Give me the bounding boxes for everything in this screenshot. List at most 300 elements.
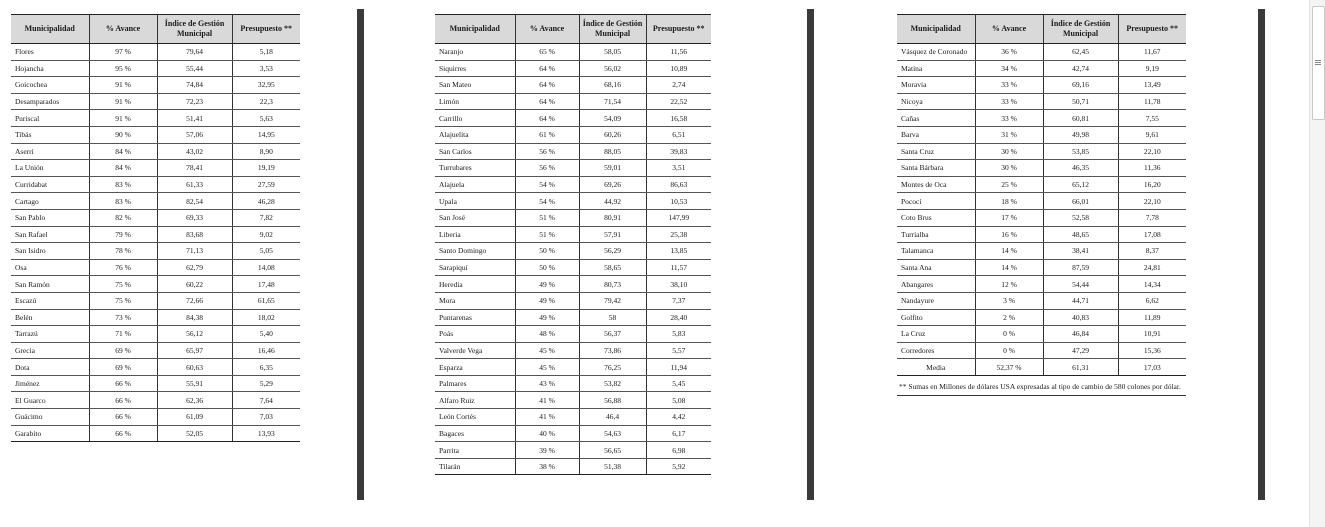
vertical-scrollbar[interactable]	[1309, 0, 1325, 527]
cell-municipalidad: Matina	[897, 60, 975, 77]
cell-indice: 79,42	[579, 292, 646, 309]
cell-municipalidad: San Rafael	[11, 226, 89, 243]
cell-municipalidad: Aserrí	[11, 143, 89, 160]
cell-avance: 76 %	[89, 259, 157, 276]
cell-presupuesto: 6,51	[646, 126, 711, 143]
cell-municipalidad: Cartago	[11, 193, 89, 210]
cell-indice: 60,63	[157, 359, 232, 376]
cell-presupuesto: 10,91	[1118, 326, 1186, 343]
cell-avance: 64 %	[515, 77, 579, 94]
cell-indice: 59,01	[579, 160, 646, 177]
table-row	[11, 392, 300, 409]
cell-indice: 54,63	[579, 425, 646, 442]
cell-indice: 56,12	[157, 326, 232, 343]
cell-presupuesto: 16,46	[232, 342, 300, 359]
table-row	[897, 160, 1186, 177]
cell-indice: 53,85	[1043, 143, 1118, 160]
cell-presupuesto: 46,28	[232, 193, 300, 210]
table-row	[11, 342, 300, 359]
table-body-1	[11, 44, 300, 442]
table-row	[11, 326, 300, 343]
cell-indice: 83,68	[157, 226, 232, 243]
cell-indice: 79,64	[157, 44, 232, 61]
cell-presupuesto: 24,81	[1118, 259, 1186, 276]
cell-avance: 25 %	[975, 176, 1043, 193]
cell-avance: 34 %	[975, 60, 1043, 77]
cell-avance: 0 %	[975, 326, 1043, 343]
table-row	[11, 359, 300, 376]
cell-avance: 91 %	[89, 77, 157, 94]
table-row	[435, 276, 711, 293]
cell-avance: 40 %	[515, 425, 579, 442]
cell-avance: 69 %	[89, 359, 157, 376]
cell-presupuesto: 7,64	[232, 392, 300, 409]
cell-indice: 88,05	[579, 143, 646, 160]
municipal-table-2	[435, 14, 711, 475]
table-row	[11, 276, 300, 293]
cell-avance: 91 %	[89, 93, 157, 110]
table-row	[11, 44, 300, 61]
cell-municipalidad: Santa Bárbara	[897, 160, 975, 177]
cell-avance: 75 %	[89, 276, 157, 293]
cell-presupuesto: 11,36	[1118, 160, 1186, 177]
cell-municipalidad: Jiménez	[11, 375, 89, 392]
cell-indice: 84,38	[157, 309, 232, 326]
table-row	[11, 110, 300, 127]
cell-municipalidad: San José	[435, 209, 515, 226]
cell-presupuesto: 18,02	[232, 309, 300, 326]
cell-avance: 49 %	[515, 292, 579, 309]
cell-municipalidad: Golfito	[897, 309, 975, 326]
cell-avance: 14 %	[975, 259, 1043, 276]
cell-indice: 46,4	[579, 409, 646, 426]
cell-avance: 33 %	[975, 110, 1043, 127]
table-row	[435, 342, 711, 359]
cell-avance: 14 %	[975, 243, 1043, 260]
cell-municipalidad: Abangares	[897, 276, 975, 293]
cell-indice: 51,38	[579, 458, 646, 475]
cell-municipalidad: Naranjo	[435, 44, 515, 61]
table-row	[897, 176, 1186, 193]
header-municipalidad: Municipalidad	[435, 15, 515, 44]
cell-presupuesto: 6,62	[1118, 292, 1186, 309]
cell-avance: 56 %	[515, 160, 579, 177]
cell-avance: 50 %	[515, 243, 579, 260]
table-row	[897, 93, 1186, 110]
cell-avance: 36 %	[975, 44, 1043, 61]
table-row	[11, 93, 300, 110]
cell-presupuesto: 11,78	[1118, 93, 1186, 110]
cell-municipalidad: Alajuela	[435, 176, 515, 193]
cell-presupuesto: 22,52	[646, 93, 711, 110]
header-presupuesto: Presupuesto **	[646, 15, 711, 44]
cell-indice: 62,36	[157, 392, 232, 409]
cell-municipalidad: Curridabat	[11, 176, 89, 193]
table-row	[435, 93, 711, 110]
cell-presupuesto: 7,82	[232, 209, 300, 226]
table-row	[897, 77, 1186, 94]
table-row	[11, 77, 300, 94]
cell-indice: 52,05	[157, 425, 232, 442]
table-row	[435, 226, 711, 243]
table-row	[435, 143, 711, 160]
table-row	[11, 193, 300, 210]
table-row	[11, 292, 300, 309]
municipal-table-3	[897, 14, 1186, 376]
table-row	[11, 209, 300, 226]
cell-indice: 62,79	[157, 259, 232, 276]
cell-indice: 40,83	[1043, 309, 1118, 326]
cell-indice: 60,22	[157, 276, 232, 293]
cell-municipalidad: Vásquez de Coronado	[897, 44, 975, 61]
cell-municipalidad: Cañas	[897, 110, 975, 127]
cell-municipalidad: Tarrazú	[11, 326, 89, 343]
cell-avance: 48 %	[515, 326, 579, 343]
cell-indice: 76,25	[579, 359, 646, 376]
table-row	[435, 375, 711, 392]
header-indice: Índice de Gestión Municipal	[1043, 15, 1118, 44]
table-panel-1	[11, 14, 300, 442]
cell-presupuesto: 32,95	[232, 77, 300, 94]
cell-avance: 17 %	[975, 209, 1043, 226]
cell-municipalidad: El Guarco	[11, 392, 89, 409]
header-avance: % Avance	[515, 15, 579, 44]
cell-avance: 83 %	[89, 176, 157, 193]
cell-avance: 84 %	[89, 143, 157, 160]
table-body-2	[435, 44, 711, 475]
cell-avance: 56 %	[515, 143, 579, 160]
cell-indice: 57,06	[157, 126, 232, 143]
cell-municipalidad: San Carlos	[435, 143, 515, 160]
cell-avance: 54 %	[515, 176, 579, 193]
cell-municipalidad: Alfaro Ruiz	[435, 392, 515, 409]
cell-avance: 64 %	[515, 110, 579, 127]
cell-avance: 84 %	[89, 160, 157, 177]
page-divider-2	[807, 9, 814, 500]
cell-avance: 30 %	[975, 160, 1043, 177]
cell-indice: 61,09	[157, 409, 232, 426]
cell-municipalidad: Heredia	[435, 276, 515, 293]
cell-indice: 56,29	[579, 243, 646, 260]
cell-presupuesto: 19,19	[232, 160, 300, 177]
cell-presupuesto: 5,08	[646, 392, 711, 409]
cell-municipalidad: La Unión	[11, 160, 89, 177]
cell-municipalidad: San Isidro	[11, 243, 89, 260]
cell-indice: 46,35	[1043, 160, 1118, 177]
cell-municipalidad: Desamparados	[11, 93, 89, 110]
cell-municipalidad: Garabito	[11, 425, 89, 442]
header-indice: Índice de Gestión Municipal	[579, 15, 646, 44]
cell-municipalidad: Turrubares	[435, 160, 515, 177]
cell-municipalidad: Osa	[11, 259, 89, 276]
cell-municipalidad: Esparza	[435, 359, 515, 376]
cell-avance: 61 %	[515, 126, 579, 143]
cell-avance: 64 %	[515, 60, 579, 77]
cell-presupuesto: 6,98	[646, 442, 711, 459]
cell-avance: 49 %	[515, 276, 579, 293]
cell-municipalidad: Limón	[435, 93, 515, 110]
cell-indice: 58	[579, 309, 646, 326]
table-row	[11, 160, 300, 177]
cell-municipalidad: San Mateo	[435, 77, 515, 94]
table-row	[897, 226, 1186, 243]
cell-avance: 52,37 %	[975, 359, 1043, 376]
cell-municipalidad: Barva	[897, 126, 975, 143]
table-row	[897, 259, 1186, 276]
cell-presupuesto: 27,59	[232, 176, 300, 193]
cell-presupuesto: 5,40	[232, 326, 300, 343]
cell-presupuesto: 22,10	[1118, 143, 1186, 160]
cell-indice: 65,12	[1043, 176, 1118, 193]
table-row	[11, 243, 300, 260]
cell-presupuesto: 11,94	[646, 359, 711, 376]
cell-avance: 71 %	[89, 326, 157, 343]
cell-presupuesto: 16,58	[646, 110, 711, 127]
cell-presupuesto: 10,53	[646, 193, 711, 210]
cell-indice: 58,65	[579, 259, 646, 276]
cell-indice: 56,37	[579, 326, 646, 343]
table-row	[435, 442, 711, 459]
cell-indice: 72,66	[157, 292, 232, 309]
cell-presupuesto: 11,89	[1118, 309, 1186, 326]
table-row	[435, 243, 711, 260]
cell-presupuesto: 5,18	[232, 44, 300, 61]
cell-indice: 71,13	[157, 243, 232, 260]
cell-indice: 82,54	[157, 193, 232, 210]
table-row	[897, 243, 1186, 260]
cell-indice: 55,44	[157, 60, 232, 77]
cell-avance: 66 %	[89, 409, 157, 426]
cell-presupuesto: 5,92	[646, 458, 711, 475]
cell-presupuesto: 13,93	[232, 425, 300, 442]
table-row	[435, 60, 711, 77]
table-row	[11, 309, 300, 326]
cell-presupuesto: 11,56	[646, 44, 711, 61]
cell-municipalidad: Mora	[435, 292, 515, 309]
cell-avance: 91 %	[89, 110, 157, 127]
cell-municipalidad: Coto Brus	[897, 209, 975, 226]
cell-municipalidad: Alajuelita	[435, 126, 515, 143]
cell-presupuesto: 4,42	[646, 409, 711, 426]
cell-municipalidad: Parrita	[435, 442, 515, 459]
cell-municipalidad: Talamanca	[897, 243, 975, 260]
cell-indice: 60,26	[579, 126, 646, 143]
cell-municipalidad: Valverde Vega	[435, 342, 515, 359]
cell-presupuesto: 147,99	[646, 209, 711, 226]
page-divider-1	[357, 9, 364, 500]
cell-indice: 73,86	[579, 342, 646, 359]
cell-avance: 49 %	[515, 309, 579, 326]
table-row	[897, 309, 1186, 326]
cell-indice: 65,97	[157, 342, 232, 359]
table-row	[897, 209, 1186, 226]
cell-presupuesto: 8,90	[232, 143, 300, 160]
cell-indice: 61,31	[1043, 359, 1118, 376]
cell-indice: 56,65	[579, 442, 646, 459]
cell-presupuesto: 11,57	[646, 259, 711, 276]
table-row	[435, 259, 711, 276]
cell-municipalidad: Belén	[11, 309, 89, 326]
cell-municipalidad: Puriscal	[11, 110, 89, 127]
cell-indice: 62,45	[1043, 44, 1118, 61]
cell-presupuesto: 16,20	[1118, 176, 1186, 193]
cell-municipalidad: Puntarenas	[435, 309, 515, 326]
cell-municipalidad: Corredores	[897, 342, 975, 359]
cell-indice: 80,73	[579, 276, 646, 293]
table-row	[11, 375, 300, 392]
table-row	[11, 126, 300, 143]
page-divider-3	[1258, 9, 1265, 500]
cell-municipalidad: Guácimo	[11, 409, 89, 426]
cell-indice: 48,65	[1043, 226, 1118, 243]
cell-presupuesto: 22,3	[232, 93, 300, 110]
cell-indice: 78,41	[157, 160, 232, 177]
table-row	[435, 126, 711, 143]
cell-avance: 50 %	[515, 259, 579, 276]
cell-avance: 73 %	[89, 309, 157, 326]
cell-presupuesto: 5,83	[646, 326, 711, 343]
table-row	[435, 392, 711, 409]
grip-line-icon	[1315, 60, 1321, 61]
table-row	[435, 193, 711, 210]
header-presupuesto: Presupuesto **	[232, 15, 300, 44]
cell-avance: 33 %	[975, 77, 1043, 94]
table-row	[11, 259, 300, 276]
table-row	[897, 60, 1186, 77]
cell-indice: 54,44	[1043, 276, 1118, 293]
cell-presupuesto: 5,45	[646, 375, 711, 392]
cell-avance: 45 %	[515, 342, 579, 359]
cell-indice: 47,29	[1043, 342, 1118, 359]
cell-municipalidad: Tilarán	[435, 458, 515, 475]
scrollbar-thumb[interactable]	[1312, 6, 1325, 120]
cell-presupuesto: 22,10	[1118, 193, 1186, 210]
cell-presupuesto: 14,95	[232, 126, 300, 143]
cell-municipalidad: Palmares	[435, 375, 515, 392]
table-row	[897, 110, 1186, 127]
table-row	[435, 409, 711, 426]
cell-avance: 41 %	[515, 409, 579, 426]
table-row	[11, 409, 300, 426]
cell-indice: 53,82	[579, 375, 646, 392]
header-municipalidad: Municipalidad	[897, 15, 975, 44]
cell-presupuesto: 7,55	[1118, 110, 1186, 127]
cell-avance: 90 %	[89, 126, 157, 143]
cell-indice: 43,02	[157, 143, 232, 160]
table-row	[11, 425, 300, 442]
cell-indice: 87,59	[1043, 259, 1118, 276]
table-row	[435, 458, 711, 475]
cell-indice: 56,02	[579, 60, 646, 77]
table-row	[897, 276, 1186, 293]
table-row	[435, 425, 711, 442]
cell-presupuesto: 5,63	[232, 110, 300, 127]
cell-municipalidad: Montes de Oca	[897, 176, 975, 193]
table-row	[11, 226, 300, 243]
cell-presupuesto: 3,51	[646, 160, 711, 177]
cell-indice: 38,41	[1043, 243, 1118, 260]
cell-presupuesto: 9,02	[232, 226, 300, 243]
cell-presupuesto: 7,37	[646, 292, 711, 309]
cell-municipalidad: Pococí	[897, 193, 975, 210]
table-row	[897, 326, 1186, 343]
cell-indice: 42,74	[1043, 60, 1118, 77]
cell-presupuesto: 10,89	[646, 60, 711, 77]
cell-presupuesto: 28,40	[646, 309, 711, 326]
cell-municipalidad: Grecia	[11, 342, 89, 359]
cell-indice: 49,98	[1043, 126, 1118, 143]
table-row	[435, 209, 711, 226]
cell-indice: 69,33	[157, 209, 232, 226]
cell-indice: 58,05	[579, 44, 646, 61]
cell-municipalidad: Liberia	[435, 226, 515, 243]
table-row	[435, 309, 711, 326]
cell-presupuesto: 38,10	[646, 276, 711, 293]
table-row	[435, 160, 711, 177]
cell-indice: 61,33	[157, 176, 232, 193]
cell-municipalidad: Hojancha	[11, 60, 89, 77]
table-panel-3	[897, 14, 1186, 396]
table-row	[435, 176, 711, 193]
cell-indice: 66,01	[1043, 193, 1118, 210]
cell-avance: 41 %	[515, 392, 579, 409]
cell-indice: 54,09	[579, 110, 646, 127]
cell-avance: 66 %	[89, 425, 157, 442]
cell-presupuesto: 61,65	[232, 292, 300, 309]
cell-presupuesto: 7,78	[1118, 209, 1186, 226]
municipal-table-1	[11, 14, 300, 442]
cell-avance: 33 %	[975, 93, 1043, 110]
cell-avance: 43 %	[515, 375, 579, 392]
cell-avance: 78 %	[89, 243, 157, 260]
cell-indice: 80,91	[579, 209, 646, 226]
cell-municipalidad: Dota	[11, 359, 89, 376]
cell-municipalidad: Tibás	[11, 126, 89, 143]
cell-presupuesto: 9,19	[1118, 60, 1186, 77]
cell-presupuesto: 14,34	[1118, 276, 1186, 293]
cell-presupuesto: 13,49	[1118, 77, 1186, 94]
cell-presupuesto: 5,57	[646, 342, 711, 359]
cell-municipalidad: San Pablo	[11, 209, 89, 226]
table-row	[897, 292, 1186, 309]
cell-avance: 66 %	[89, 392, 157, 409]
cell-presupuesto: 6,17	[646, 425, 711, 442]
cell-indice: 74,84	[157, 77, 232, 94]
cell-avance: 38 %	[515, 458, 579, 475]
cell-municipalidad: Bagaces	[435, 425, 515, 442]
cell-indice: 50,71	[1043, 93, 1118, 110]
cell-indice: 44,92	[579, 193, 646, 210]
cell-presupuesto: 2,74	[646, 77, 711, 94]
header-avance: % Avance	[975, 15, 1043, 44]
cell-avance: 30 %	[975, 143, 1043, 160]
cell-avance: 51 %	[515, 226, 579, 243]
cell-municipalidad: Flores	[11, 44, 89, 61]
cell-avance: 66 %	[89, 375, 157, 392]
cell-presupuesto: 39,83	[646, 143, 711, 160]
cell-avance: 16 %	[975, 226, 1043, 243]
cell-presupuesto: 15,36	[1118, 342, 1186, 359]
cell-municipalidad: La Cruz	[897, 326, 975, 343]
cell-municipalidad: Sarapiquí	[435, 259, 515, 276]
header-presupuesto: Presupuesto **	[1118, 15, 1186, 44]
cell-presupuesto: 17,08	[1118, 226, 1186, 243]
table-row	[11, 176, 300, 193]
cell-avance: 97 %	[89, 44, 157, 61]
cell-presupuesto: 17,48	[232, 276, 300, 293]
cell-avance: 54 %	[515, 193, 579, 210]
cell-municipalidad: Santa Ana	[897, 259, 975, 276]
